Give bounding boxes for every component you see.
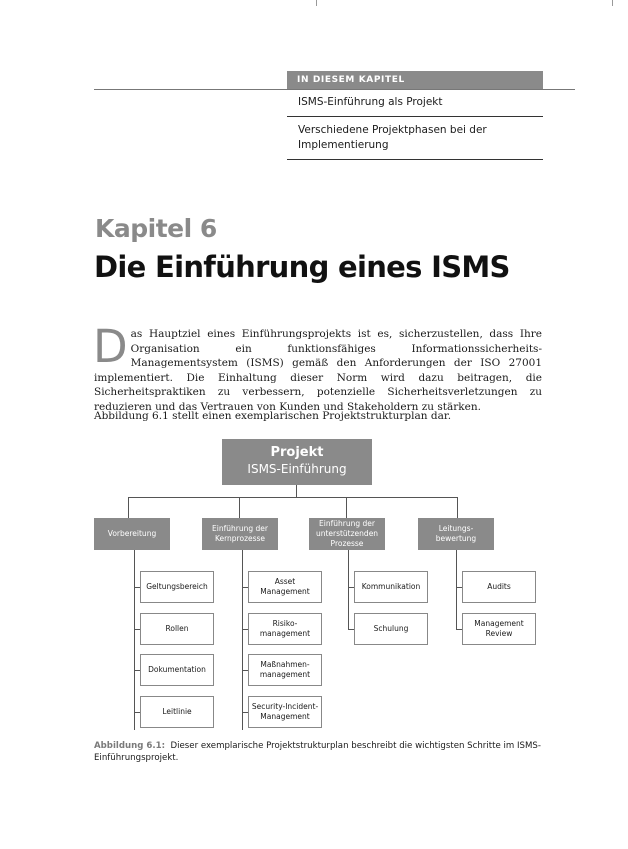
task-box: Asset Management [248,571,322,603]
chapter-contents-box [287,71,543,160]
chart-root-title: Projekt [270,445,324,460]
connector-line [242,550,243,730]
intro-text: as Hauptziel eines Einführungsprojekts ist es, sicherzustellen, dass Ihre Organisation ein funktionsfähiges Informationssicherheits-Managementsystem (ISMS) gemäß den Anforderungen der ISO 27001 implementiert. Die Einhaltung dieser Norm wird dazu beitragen, die Sicherheitspraktiken zu verbessern, potenzielle Sicherheitsverletzungen zu reduzieren und das Vertrauen von Kunden und Stakeholdern zu stärken. [94,328,542,413]
category-box: Vorbereitung [94,518,170,550]
intro-paragraph [93,320,542,415]
figure-caption [94,741,544,764]
chapter-box-heading: IN DIESEM KAPITEL [287,71,543,89]
figure-reference: Abbildung 6.1 stellt einen exemplarischen Projektstrukturplan dar. [94,410,452,422]
connector-line [346,497,347,518]
chart-root-subtitle: ISMS-Einführung [247,462,347,476]
chapter-label: Kapitel 6 [95,214,217,243]
category-box: Einführung der Kernprozesse [202,518,278,550]
task-box: Dokumentation [140,654,214,686]
caption-text: Dieser exemplarische Projektstrukturplan beschreibt die wichtigsten Schritte im ISMS-Einführungsprojekt. [94,741,541,763]
category-box: Einführung der unterstützenden Prozesse [309,518,385,550]
task-box: Geltungsbereich [140,571,214,603]
task-box: Security-Incident- Management [248,696,322,728]
task-box: Rollen [140,613,214,645]
connector-line [128,497,129,518]
task-box: Kommunikation [354,571,428,603]
task-box: Audits [462,571,536,603]
caption-label: Abbildung 6.1: [94,741,166,751]
category-box: Leitungs- bewertung [418,518,494,550]
connector-line [239,497,240,518]
crop-mark [612,0,613,6]
task-box: Leitlinie [140,696,214,728]
connector-line [348,550,349,630]
task-box: Maßnahmen- management [248,654,322,686]
connector-line [456,550,457,630]
crop-mark [316,0,317,6]
drop-cap: D [93,320,128,373]
connector-line [457,497,458,518]
chapter-title: Die Einführung eines ISMS [94,250,510,284]
connector-line [128,497,458,498]
chart-root-box [222,439,372,485]
chapter-box-item: ISMS-Einführung als Projekt [287,89,543,117]
task-box: Management Review [462,613,536,645]
connector-line [134,550,135,730]
task-box: Risiko- management [248,613,322,645]
task-box: Schulung [354,613,428,645]
chapter-box-item: Verschiedene Projektphasen bei der Implementierung [287,117,543,160]
